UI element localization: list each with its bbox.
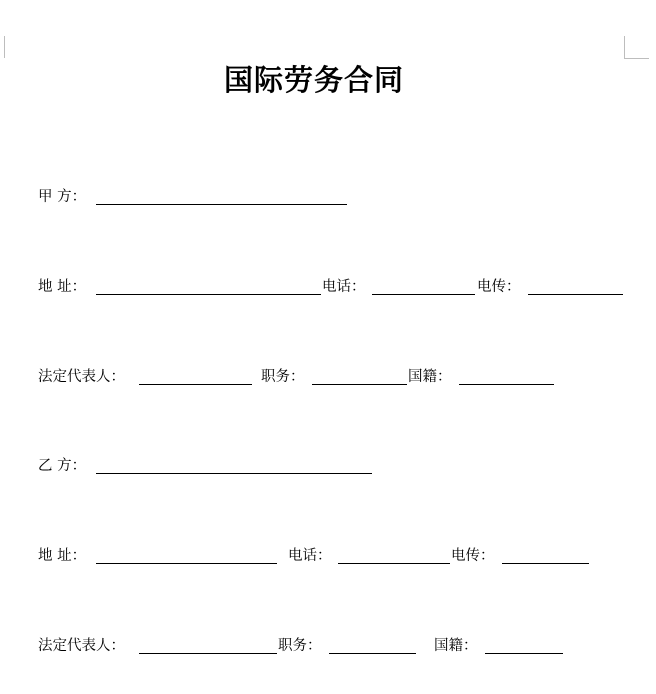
party-b-name-label: 乙 方：: [38, 458, 87, 474]
party-b-phone-label: 电话：: [288, 548, 332, 564]
party-a-address-label: 地 址：: [38, 279, 87, 295]
party-a-phone-blank[interactable]: [372, 294, 475, 295]
party-b-position-blank[interactable]: [329, 653, 416, 654]
margin-mark-top-right: [624, 36, 649, 59]
party-a-position-blank[interactable]: [312, 384, 407, 385]
party-a-nationality-blank[interactable]: [459, 384, 554, 385]
party-b-fax-blank[interactable]: [502, 563, 589, 564]
party-a-fax-label: 电传：: [477, 279, 521, 295]
party-a-phone-label: 电话：: [322, 279, 366, 295]
party-b-representative-blank[interactable]: [139, 653, 277, 654]
party-b-fax-label: 电传：: [451, 548, 495, 564]
party-a-fax-blank[interactable]: [528, 294, 623, 295]
party-a-name-label: 甲 方：: [38, 189, 87, 205]
party-b-phone-blank[interactable]: [338, 563, 450, 564]
party-b-address-blank[interactable]: [96, 563, 277, 564]
party-a-representative-label: 法定代表人：: [38, 369, 125, 385]
party-a-representative-blank[interactable]: [139, 384, 252, 385]
party-b-nationality-label: 国籍：: [434, 638, 478, 654]
party-b-position-label: 职务：: [278, 638, 322, 654]
party-b-name-blank[interactable]: [96, 473, 372, 474]
party-a-name-blank[interactable]: [96, 204, 347, 205]
party-a-position-label: 职务：: [261, 369, 305, 385]
margin-mark-top-left: [0, 36, 5, 58]
party-b-representative-label: 法定代表人：: [38, 638, 125, 654]
document-title: 国际劳务合同: [223, 63, 404, 97]
party-a-address-blank[interactable]: [96, 294, 321, 295]
party-a-nationality-label: 国籍：: [408, 369, 452, 385]
party-b-nationality-blank[interactable]: [485, 653, 563, 654]
party-b-address-label: 地 址：: [38, 548, 87, 564]
